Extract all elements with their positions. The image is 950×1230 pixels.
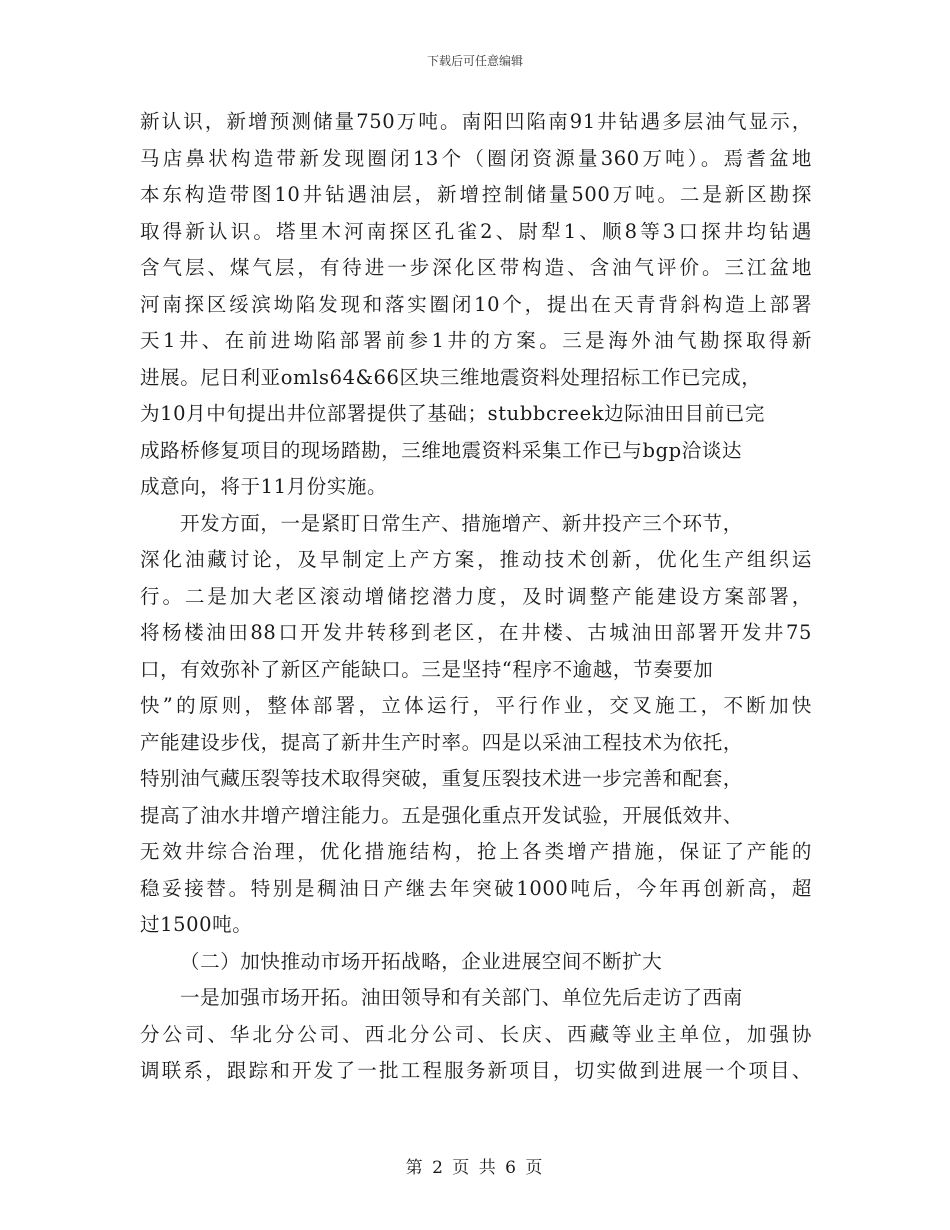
document-body	[140, 104, 812, 1090]
text-line: （二）加快推动市场开拓战略，企业进展空间不断扩大	[180, 949, 663, 973]
text-line: 马店鼻状构造带新发现圈闭13个（圈闭资源量360万吨）。焉耆盆地	[140, 146, 812, 170]
text-line: 口，有效弥补了新区产能缺口。三是坚持“程序不逾越，节奏要加	[140, 657, 714, 681]
text-line: 调联系，跟踪和开发了一批工程服务新项目，切实做到进展一个项目、	[140, 1059, 812, 1082]
text-line: 提高了油水井增产增注能力。五是强化重点开发试验，开展低效井、	[140, 803, 744, 827]
text-line: 成路桥修复项目的现场踏勘，三维地震资料采集工作已与bgp洽谈达	[140, 438, 743, 462]
text-line: 分公司、华北分公司、西北分公司、长庆、西藏等业主单位，加强协	[140, 1022, 812, 1046]
page-header: 下载后可任意编辑	[426, 54, 523, 68]
text-line: 将杨楼油田88口开发井转移到老区，在井楼、古城油田部署开发井75	[140, 621, 812, 644]
text-line: 开发方面，一是紧盯日常生产、措施增产、新井投产三个环节，	[180, 511, 743, 535]
text-line: 深化油藏讨论，及早制定上产方案，推动技术创新，优化生产组织运	[140, 548, 812, 571]
text-line: 天1井、在前进坳陷部署前参1井的方案。三是海外油气勘探取得新	[140, 329, 812, 352]
text-line: 新认识，新增预测储量750万吨。南阳凹陷南91井钻遇多层油气显示，	[140, 110, 812, 133]
text-line: 快”的原则，整体部署，立体运行，平行作业，交叉施工，不断加快	[140, 694, 812, 717]
text-line: 行。二是加大老区滚动增储挖潜力度，及时调整产能建设方案部署，	[140, 584, 812, 608]
page-number: 第 2 页 共 6 页	[405, 1158, 545, 1178]
text-line: 取得新认识。塔里木河南探区孔雀2、尉犁1、顺8等3口探井均钻遇	[140, 219, 812, 243]
text-line: 为10月中旬提出井位部署提供了基础；stubbcreek边际油田目前已完	[140, 402, 765, 425]
text-line: 进展。尼日利亚omls64&66区块三维地震资料处理招标工作已完成，	[140, 365, 762, 389]
text-line: 特别油气藏压裂等技术取得突破，重复压裂技术进一步完善和配套，	[140, 767, 744, 790]
text-line: 本东构造带图10井钻遇油层，新增控制储量500万吨。二是新区勘探	[140, 183, 812, 206]
text-line: 一是加强市场开拓。油田领导和有关部门、单位先后走访了西南	[180, 986, 743, 1009]
text-line: 无效井综合治理，优化措施结构，抢上各类增产措施，保证了产能的	[140, 840, 812, 863]
text-line: 过1500吨。	[140, 913, 253, 936]
text-line: 成意向，将于11月份实施。	[140, 475, 388, 498]
text-line: 稳妥接替。特别是稠油日产继去年突破1000吨后，今年再创新高，超	[140, 876, 812, 900]
text-line: 含气层、煤气层，有待进一步深化区带构造、含油气评价。三江盆地	[140, 256, 812, 279]
text-line: 河南探区绥滨坳陷发现和落实圈闭10个，提出在天青背斜构造上部署	[140, 292, 812, 316]
text-line: 产能建设步伐，提高了新井生产时率。四是以采油工程技术为依托，	[140, 730, 744, 754]
